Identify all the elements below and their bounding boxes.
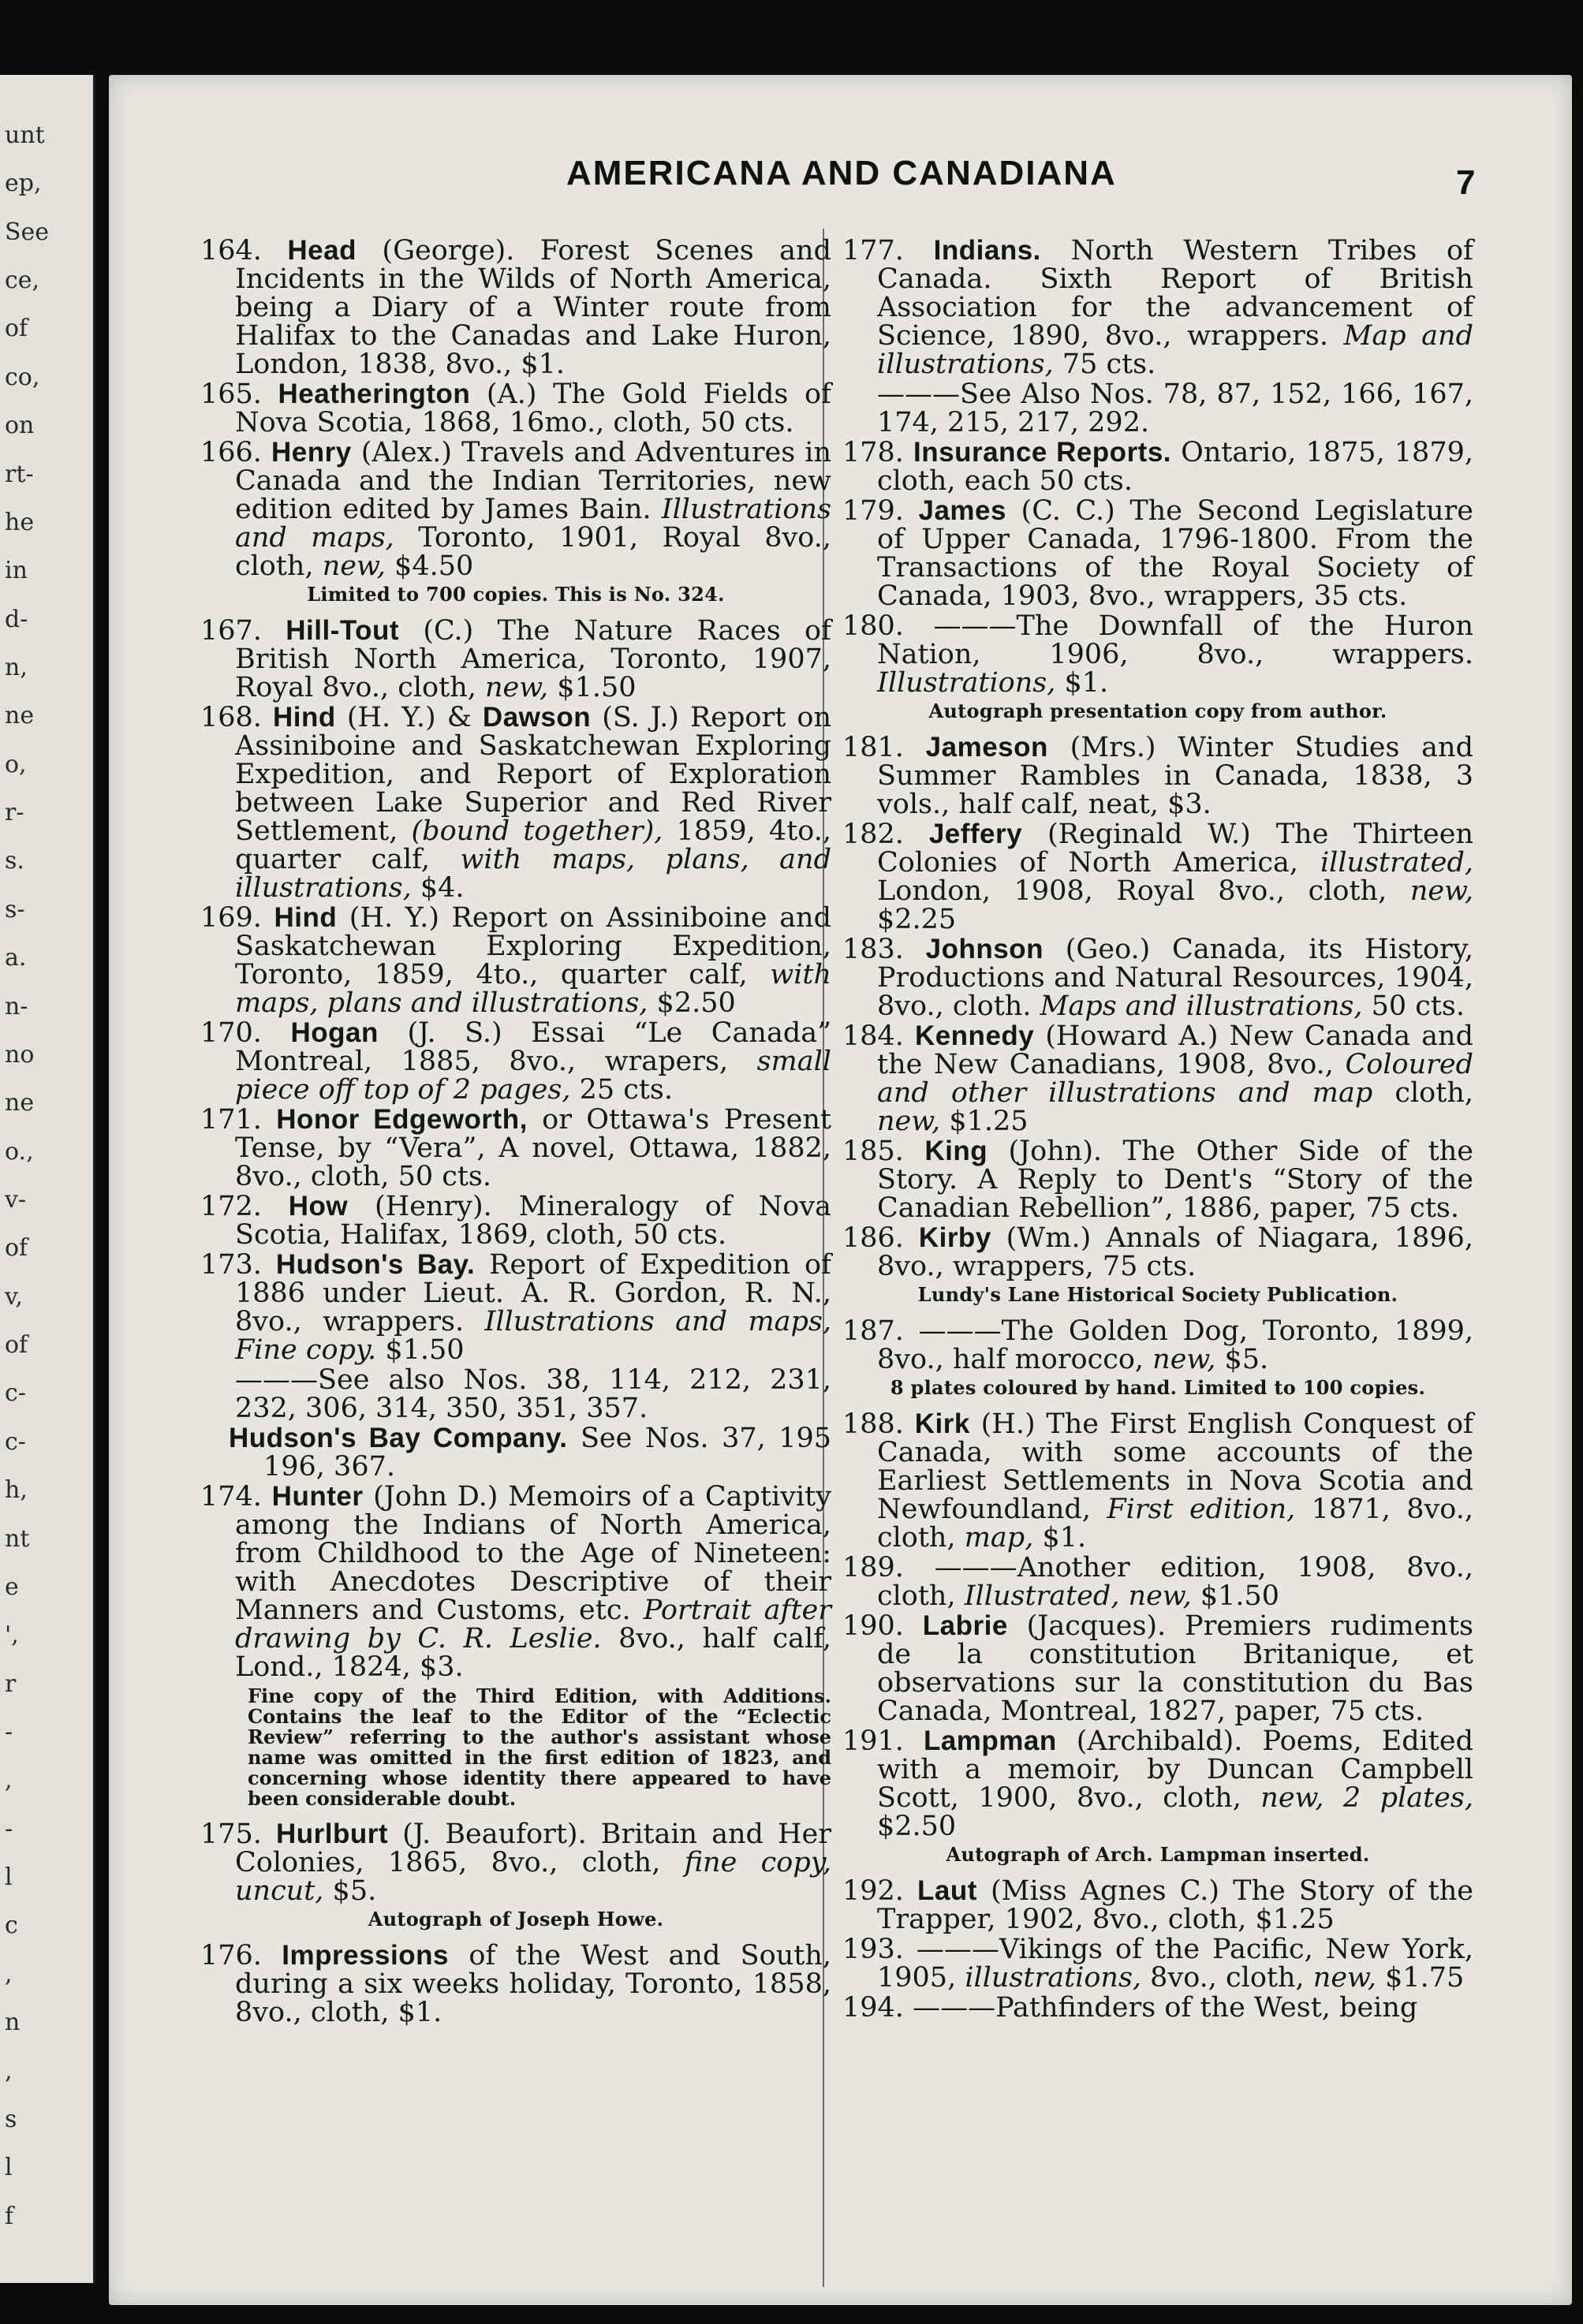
catalogue-entry bbox=[200, 1106, 831, 1191]
entry-text: $1. bbox=[1033, 1522, 1087, 1554]
entry-text: (C. C.) The Second Legislature of Upper Canada, 1796-1800. From the Transactions of the Royal Society of Canada, 1903, 8vo., wrappers, 35 cts. bbox=[877, 495, 1473, 612]
entry-italic-text: illustrated, bbox=[1320, 847, 1473, 878]
entry-text: (H. Y.) Report on Assiniboine and Saskatchewan Exploring Expedition, Toronto, 1859, 4to., quarter calf, bbox=[235, 902, 832, 990]
fragment-text: of bbox=[5, 1234, 28, 1263]
entry-number: 169. bbox=[200, 902, 274, 934]
entry-text: cloth, bbox=[1372, 1077, 1473, 1109]
entry-italic-text: new, bbox=[1152, 1344, 1216, 1375]
fragment-text: r- bbox=[5, 799, 24, 827]
fragment-text: v, bbox=[5, 1282, 23, 1311]
entry-author: Hudson's Bay Company. bbox=[229, 1423, 568, 1453]
entry-italic-text: Map and illustrations, bbox=[877, 320, 1473, 380]
catalogue-entry bbox=[842, 1554, 1473, 1610]
catalogue-entry bbox=[842, 820, 1473, 934]
entry-author: Laut bbox=[917, 1875, 977, 1906]
entry-number: 189. bbox=[842, 1552, 935, 1584]
catalogue-entry bbox=[842, 1022, 1473, 1136]
entry-italic-text: Illustrations and maps, Fine copy. bbox=[235, 1306, 831, 1366]
entry-text: (John D.) Memoirs of a Captivity among the Indians of North America, from Childhood to the Age of Nineteen: with Anecdotes Descriptive of their Manners and Customs, etc. bbox=[235, 1481, 831, 1626]
entry-text: (Wm.) Annals of Niagara, 1896, 8vo., wrappers, 75 cts. bbox=[877, 1222, 1474, 1282]
entry-author: James bbox=[918, 495, 1006, 526]
entry-text: (Geo.) Canada, its History, Productions and Natural Resources, 1904, 8vo., cloth. bbox=[877, 934, 1473, 1022]
left-column bbox=[200, 237, 831, 2028]
entry-italic-text: Coloured and other illustrations and map bbox=[877, 1049, 1473, 1109]
entry-text: North Western Tribes of Canada. Sixth Report of British Association for the advancement of Science, 1890, 8vo., wrappers. bbox=[877, 235, 1473, 352]
catalogue-entry bbox=[200, 1483, 831, 1681]
fragment-text: ce, bbox=[5, 267, 40, 295]
catalogue-entry bbox=[200, 237, 831, 379]
fragment-text: co, bbox=[5, 363, 40, 391]
entry-note: Autograph presentation copy from author. bbox=[928, 699, 1387, 722]
entry-author: Head bbox=[287, 235, 357, 266]
entry-number: 190. bbox=[842, 1610, 923, 1642]
fragment-text: s- bbox=[5, 895, 25, 923]
catalogue-entry bbox=[200, 904, 831, 1017]
catalogue-entry bbox=[842, 612, 1473, 697]
entry-number: 180. bbox=[842, 610, 934, 642]
fragment-text: unt bbox=[5, 121, 45, 149]
entry-number: 193. bbox=[842, 1934, 917, 1965]
entry-text: $1.25 bbox=[940, 1106, 1029, 1137]
entry-text: ———The Downfall of the Huron Nation, 1906, 8vo., wrappers. bbox=[877, 610, 1473, 670]
entry-text: 25 cts. bbox=[570, 1074, 673, 1106]
entry-text: $2.50 bbox=[877, 1811, 957, 1842]
fragment-text: d- bbox=[5, 605, 28, 633]
entry-text: (George). Forest Scenes and Incidents in the Wilds of North America, being a Diary of a Winter route from Halifax to the Canadas and Lake Huron, London, 1838, 8vo., $1. bbox=[235, 235, 831, 380]
entry-text: (Alex.) Travels and Adventures in Canada and the Indian Territories, new edition edited by James Bain. bbox=[235, 437, 831, 525]
fragment-text: , bbox=[5, 2057, 13, 2085]
fragment-text: e bbox=[5, 1572, 19, 1601]
entry-number: 168. bbox=[200, 702, 274, 733]
entry-text: (S. J.) Report on Assiniboine and Saskatchewan Exploring Expedition, and Report of Exploration between Lake Superior and Red River Settlement, bbox=[235, 702, 831, 847]
fragment-text: rt- bbox=[5, 460, 34, 488]
fragment-text: nt bbox=[5, 1524, 30, 1553]
entry-note: Autograph of Joseph Howe. bbox=[368, 1908, 664, 1930]
entry-number: 177. bbox=[842, 235, 934, 267]
entry-italic-text: new, bbox=[484, 672, 549, 703]
entry-number: 182. bbox=[842, 819, 929, 850]
catalogue-entry bbox=[200, 1942, 831, 2027]
fragment-text: r bbox=[5, 1669, 17, 1698]
fragment-text: , bbox=[5, 1766, 13, 1795]
entry-text: (H.) The First English Conquest of Canada, with some accounts of the Earliest Settlements in Nova Scotia and Newfoundland, bbox=[877, 1408, 1473, 1525]
entry-text: Ontario, 1875, 1879, cloth, each 50 cts. bbox=[877, 437, 1473, 497]
entry-author: Henry bbox=[271, 437, 352, 468]
entry-number: 192. bbox=[842, 1875, 918, 1907]
fragment-text: n bbox=[5, 2009, 21, 2037]
entry-number: 181. bbox=[842, 732, 926, 763]
entry-text: $5. bbox=[1215, 1344, 1269, 1375]
fragment-text: h, bbox=[5, 1476, 28, 1505]
entry-number: 179. bbox=[842, 495, 919, 527]
catalogue-entry bbox=[200, 1019, 831, 1104]
fragment-text: o, bbox=[5, 750, 27, 778]
catalogue-entry bbox=[200, 1820, 831, 1905]
entry-author: Labrie bbox=[922, 1610, 1008, 1641]
entry-number: 185. bbox=[842, 1136, 925, 1167]
catalogue-entry bbox=[842, 497, 1473, 610]
entry-text: (Mrs.) Winter Studies and Summer Rambles in Canada, 1838, 3 vols., half calf, neat, $3. bbox=[877, 732, 1473, 820]
entry-text: $1.75 bbox=[1376, 1962, 1465, 1994]
entry-author: Insurance Reports. bbox=[913, 437, 1172, 468]
entry-text: Report of Expedition of 1886 under Lieut. A. R. Gordon, R. N., 8vo., wrappers. bbox=[235, 1249, 832, 1337]
entry-author: Indians. bbox=[933, 235, 1041, 266]
catalogue-entry bbox=[842, 1224, 1473, 1281]
entry-text: 50 cts. bbox=[1362, 990, 1465, 1022]
entry-text: ———Vikings of the Pacific, New York, 1905, bbox=[877, 1934, 1473, 1994]
entry-text: 8vo., half calf, Lond., 1824, $3. bbox=[235, 1623, 831, 1683]
entry-author: Lampman bbox=[923, 1725, 1057, 1756]
entry-author: Johnson bbox=[925, 934, 1044, 964]
entry-text: 1871, 8vo., cloth, bbox=[877, 1494, 1474, 1554]
running-head: AMERICANA AND CANADIANA bbox=[566, 154, 1117, 192]
entry-text: or Ottawa's Present Tense, by “Vera”, A novel, Ottawa, 1882, 8vo., cloth, 50 cts. bbox=[235, 1104, 832, 1192]
fragment-text: f bbox=[5, 2202, 14, 2230]
fragment-text: - bbox=[5, 1815, 13, 1843]
entry-text: (Jacques). Premiers rudiments de la constitution Britanique, et observations sur la constitution du Bas Canada, Montreal, 1827, paper, 75 cts. bbox=[877, 1610, 1473, 1727]
entry-text: of the West and South, during a six weeks holiday, Toronto, 1858, 8vo., cloth, $1. bbox=[235, 1940, 832, 2028]
catalogue-entry bbox=[842, 1137, 1473, 1222]
entry-italic-text: new, bbox=[877, 1106, 941, 1137]
catalogue-entry bbox=[842, 1410, 1473, 1552]
entry-number: 183. bbox=[842, 934, 926, 965]
entry-text: London, 1908, Royal 8vo., cloth, bbox=[877, 875, 1410, 907]
entry-number: 184. bbox=[842, 1020, 915, 1052]
entry-text: 1859, 4to., quarter calf, bbox=[235, 815, 831, 875]
page-number: 7 bbox=[1456, 163, 1476, 202]
fragment-text: s bbox=[5, 2105, 17, 2133]
fragment-text: of bbox=[5, 1331, 28, 1360]
entry-text: See Nos. 37, 195 196, 367. bbox=[263, 1423, 832, 1483]
entry-number: 176. bbox=[200, 1940, 282, 1971]
entry-number: 186. bbox=[842, 1222, 919, 1254]
entry-italic-text: with maps, plans and illustrations, bbox=[235, 959, 831, 1019]
entry-text: (Archibald). Poems, Edited with a memoir, by Duncan Campbell Scott, 1900, 8vo., cloth, bbox=[877, 1725, 1473, 1814]
catalogue-entry bbox=[842, 1612, 1473, 1725]
see-also-reference: ———See Also Nos. 78, 87, 152, 166, 167, 174, 215, 217, 292. bbox=[877, 379, 1473, 438]
fragment-text: c- bbox=[5, 1427, 26, 1456]
catalogue-entry bbox=[842, 237, 1473, 379]
entry-italic-text: new, bbox=[1409, 875, 1473, 907]
entry-text: ———The Golden Dog, Toronto, 1899, 8vo., half morocco, bbox=[877, 1315, 1474, 1375]
entry-author: King bbox=[924, 1136, 988, 1166]
entry-note: Fine copy of the Third Edition, with Additions. Contains the leaf to the Editor of the “Eclectic Review” referring to the author's assistant whose name was omitted in the first edition of 1823, and concerning whose identity there appeared to have been considerable doubt. bbox=[248, 1684, 831, 1810]
entry-number: 171. bbox=[200, 1104, 277, 1136]
see-also-reference: ———See also Nos. 38, 114, 212, 231, 232, 306, 314, 350, 351, 357. bbox=[235, 1364, 831, 1424]
fragment-text: , bbox=[5, 1960, 13, 1988]
fragment-text: c bbox=[5, 1912, 18, 1940]
entry-author: Dawson bbox=[482, 702, 592, 733]
entry-italic-text: Illustrations, bbox=[877, 667, 1056, 699]
catalogue-entry bbox=[200, 703, 831, 902]
catalogue-entry bbox=[842, 1317, 1473, 1374]
entry-number: 172. bbox=[200, 1191, 289, 1222]
catalogue-entry bbox=[842, 438, 1473, 495]
entry-text: $2.50 bbox=[648, 987, 736, 1019]
entry-italic-text: map, bbox=[964, 1522, 1034, 1554]
adjacent-page-fragment bbox=[0, 75, 95, 2283]
entry-text: (Miss Agnes C.) The Story of the Trapper, 1902, 8vo., cloth, $1.25 bbox=[877, 1875, 1473, 1935]
entry-text: ———Another edition, 1908, 8vo., cloth, bbox=[877, 1552, 1473, 1612]
catalogue-entry bbox=[200, 617, 831, 702]
entry-number: 174. bbox=[200, 1481, 272, 1513]
entry-italic-text: small piece off top of 2 pages, bbox=[235, 1046, 831, 1106]
entry-text: (Henry). Mineralogy of Nova Scotia, Halifax, 1869, cloth, 50 cts. bbox=[235, 1191, 831, 1251]
entry-note: Limited to 700 copies. This is No. 324. bbox=[307, 583, 725, 606]
entry-number: 191. bbox=[842, 1725, 924, 1757]
entry-author: Hind bbox=[273, 702, 336, 733]
fragment-text: ne bbox=[5, 1089, 35, 1117]
fragment-text: See bbox=[5, 218, 50, 246]
entry-italic-text: fine copy, uncut, bbox=[235, 1847, 832, 1907]
catalogue-entry bbox=[200, 1251, 831, 1364]
fragment-text: - bbox=[5, 1718, 13, 1746]
entry-number: 164. bbox=[200, 235, 288, 267]
entry-number: 170. bbox=[200, 1017, 291, 1049]
entry-text: (H. Y.) & bbox=[335, 702, 483, 733]
entry-author: Hind bbox=[274, 902, 338, 933]
entry-note: 8 plates coloured by hand. Limited to 100 copies. bbox=[890, 1376, 1426, 1399]
entry-text: $4.50 bbox=[385, 550, 474, 582]
entry-text: (J. Beaufort). Britain and Her Colonies, 1865, 8vo., cloth, bbox=[235, 1819, 831, 1878]
entry-author: Impressions bbox=[282, 1940, 449, 1971]
right-column bbox=[842, 237, 1473, 2024]
fragment-text: ne bbox=[5, 702, 35, 730]
entry-text: $4. bbox=[411, 872, 465, 904]
entry-text: $1. bbox=[1055, 667, 1109, 699]
entry-italic-text: Illustrations and maps, bbox=[235, 494, 831, 554]
catalogue-entry bbox=[200, 1424, 831, 1481]
catalogue-entry bbox=[842, 733, 1473, 819]
entry-italic-text: new, 2 plates, bbox=[1260, 1782, 1473, 1814]
entry-italic-text: new, bbox=[322, 550, 386, 582]
fragment-text: on bbox=[5, 412, 35, 440]
entry-text: (A.) The Gold Fields of Nova Scotia, 1868, 16mo., cloth, 50 cts. bbox=[235, 379, 831, 438]
entry-italic-text: First edition, bbox=[1107, 1494, 1296, 1525]
entry-text: $2.25 bbox=[877, 904, 957, 935]
entry-number: 194. bbox=[842, 1992, 913, 2024]
entry-author: Hunter bbox=[271, 1481, 364, 1512]
entry-text: Toronto, 1901, Royal 8vo., cloth, bbox=[235, 522, 831, 582]
entry-author: Jameson bbox=[925, 732, 1048, 763]
entry-note: Lundy's Lane Historical Society Publication. bbox=[917, 1283, 1398, 1306]
entry-italic-text: Maps and illustrations, bbox=[1040, 990, 1363, 1022]
entry-italic-text: (bound together), bbox=[411, 815, 663, 847]
entry-italic-text: with maps, plans, and illustrations, bbox=[235, 844, 831, 904]
catalogue-entry bbox=[200, 380, 831, 437]
entry-text: (J. S.) Essai “Le Canada” Montreal, 1885, 8vo., wrapers, bbox=[235, 1017, 831, 1077]
entry-author: Kirby bbox=[918, 1222, 991, 1253]
entry-text: (John). The Other Side of the Story. A Reply to Dent's “Story of the Canadian Rebellion”, 1886, paper, 75 cts. bbox=[877, 1136, 1473, 1224]
entry-number: 178. bbox=[842, 437, 914, 468]
fragment-text: no bbox=[5, 1040, 35, 1069]
catalogue-entry bbox=[842, 1935, 1473, 1992]
catalogue-entry bbox=[200, 438, 831, 580]
entry-text: 75 cts. bbox=[1053, 349, 1156, 380]
entry-author: Hudson's Bay. bbox=[275, 1249, 476, 1280]
entry-italic-text: Portrait after drawing by C. R. Leslie. bbox=[235, 1595, 831, 1654]
fragment-text: s. bbox=[5, 847, 24, 875]
entry-text: $1.50 bbox=[376, 1334, 465, 1366]
fragment-text: o., bbox=[5, 1137, 34, 1166]
entry-italic-text: Illustrated, new, bbox=[964, 1580, 1192, 1612]
entry-number: 175. bbox=[200, 1819, 276, 1850]
fragment-text: he bbox=[5, 508, 35, 536]
catalogue-entry bbox=[200, 1192, 831, 1249]
entry-author: Hogan bbox=[290, 1017, 379, 1048]
entry-author: Hurlburt bbox=[276, 1819, 389, 1849]
fragment-text: n- bbox=[5, 992, 28, 1020]
catalogue-entry bbox=[842, 1727, 1473, 1841]
catalogue-page bbox=[109, 75, 1572, 2305]
fragment-text: v- bbox=[5, 1186, 27, 1214]
entry-note: Autograph of Arch. Lampman inserted. bbox=[946, 1843, 1370, 1866]
entry-text: (Howard A.) New Canada and the New Canadians, 1908, 8vo., bbox=[877, 1020, 1473, 1080]
fragment-text: in bbox=[5, 557, 28, 585]
entry-text: $5. bbox=[323, 1875, 377, 1907]
entry-number: 188. bbox=[842, 1408, 915, 1440]
catalogue-entry bbox=[842, 1877, 1473, 1934]
entry-text: ———Pathfinders of the West, being bbox=[913, 1992, 1418, 2024]
entry-author: Jeffery bbox=[928, 819, 1023, 849]
fragment-text: ep, bbox=[5, 170, 42, 198]
catalogue-entry bbox=[842, 935, 1473, 1020]
fragment-text: of bbox=[5, 315, 28, 343]
entry-italic-text: new, bbox=[1312, 1962, 1376, 1994]
fragment-text: ', bbox=[5, 1621, 19, 1650]
catalogue-entry bbox=[842, 1994, 1473, 2022]
entry-number: 173. bbox=[200, 1249, 276, 1281]
entry-text: $1.50 bbox=[1191, 1580, 1280, 1612]
fragment-text: n, bbox=[5, 654, 28, 681]
fragment-text: a. bbox=[5, 944, 27, 972]
entry-text: (C.) The Nature Races of British North America, Toronto, 1907, Royal 8vo., cloth, bbox=[235, 615, 831, 703]
entry-author: Honor Edgeworth, bbox=[276, 1104, 528, 1135]
entry-text: (Reginald W.) The Thirteen Colonies of North America, bbox=[877, 819, 1474, 878]
entry-author: Kennedy bbox=[914, 1020, 1035, 1051]
entry-italic-text: illustrations, bbox=[965, 1962, 1142, 1994]
entry-number: 166. bbox=[200, 437, 271, 468]
entry-text: $1.50 bbox=[548, 672, 637, 703]
entry-author: Kirk bbox=[914, 1408, 970, 1439]
entry-author: Hill-Tout bbox=[286, 615, 400, 646]
entry-author: How bbox=[288, 1191, 349, 1222]
fragment-text: l bbox=[5, 2154, 13, 2182]
entry-number: 167. bbox=[200, 615, 286, 647]
entry-number: 187. bbox=[842, 1315, 919, 1347]
fragment-text: c- bbox=[5, 1379, 26, 1408]
entry-author: Heatherington bbox=[278, 379, 471, 409]
fragment-text: l bbox=[5, 1863, 13, 1892]
entry-number: 165. bbox=[200, 379, 278, 410]
entry-text: 8vo., cloth, bbox=[1141, 1962, 1313, 1994]
